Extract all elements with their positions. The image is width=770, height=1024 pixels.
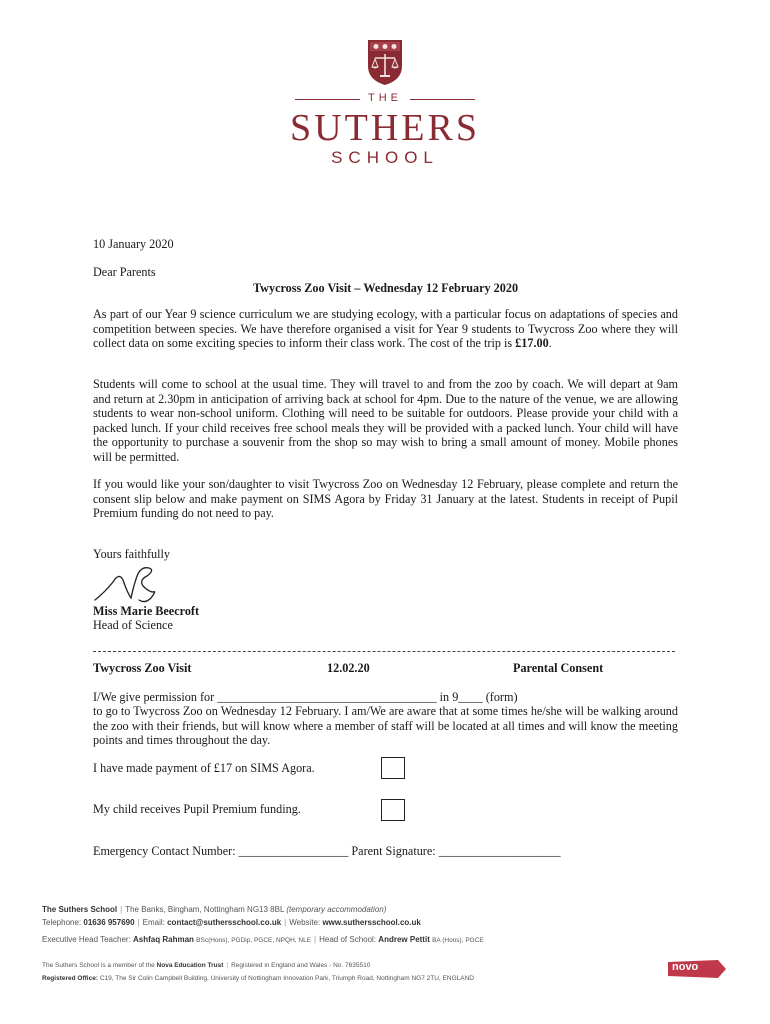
registered-number: Registered in England and Wales - No. 7635510 bbox=[231, 962, 371, 969]
paragraph-1-end: . bbox=[548, 336, 552, 350]
premium-label: My child receives Pupil Premium funding. bbox=[93, 802, 301, 816]
letter-title: Twycross Zoo Visit – Wednesday 12 February 2020 bbox=[252, 281, 519, 295]
exec-name: Ashfaq Rahman bbox=[133, 935, 194, 944]
office-label: Registered Office: bbox=[42, 975, 98, 982]
trip-cost: £17.00 bbox=[515, 336, 549, 350]
signature-image bbox=[93, 562, 163, 604]
email-label: Email: bbox=[142, 918, 165, 927]
telephone-label: Telephone: bbox=[42, 918, 82, 927]
novo-logo-text: novo bbox=[672, 961, 699, 973]
footer-temp: (temporary accommodation) bbox=[286, 905, 387, 914]
logo-name: SUTHERS bbox=[290, 107, 480, 149]
school-logo bbox=[0, 38, 770, 168]
slip-heading-date: 12.02.20 bbox=[327, 661, 370, 675]
slip-heading-title: Twycross Zoo Visit bbox=[93, 661, 192, 675]
footer-trust-line: The Suthers School is a member of the Nova Education Trust | Registered in England and Wales - No. 7635510 bbox=[42, 962, 371, 969]
premium-checkbox[interactable] bbox=[381, 799, 405, 821]
letter-salutation: Dear Parents bbox=[93, 265, 156, 279]
website-label: Website: bbox=[289, 918, 321, 927]
paragraph-2: Students will come to school at the usual time. They will travel to and from the zoo by coach. We will depart at 9am and return at 2.30pm in anticipation of arriving back at school for 4pm. Due to the nature of the venue, we are allowing students to wear non-school uniform. Clothing will need to be suitable for outdoors. Please provide your child with a packed lunch. If your child receives free school meals they will be provided with a packed lunch. Your child will have the opportunity to purchase a souvenir from the shop so may wish to bring a small amount of money. Mobile phones will be permitted. bbox=[93, 377, 678, 464]
footer-office-line bbox=[42, 975, 474, 982]
exec-quals: BSc(Hons), PGDip, PGCE, NPQH, NLE bbox=[196, 937, 312, 944]
paragraph-3: If you would like your son/daughter to visit Twycross Zoo on Wednesday 12 February, please complete and return the consent slip below and make payment on SIMS Agora by Friday 31 January at the latest. Students in receipt of Pupil Premium funding do not need to pay. bbox=[93, 477, 678, 520]
footer-school-name: The Suthers School bbox=[42, 905, 118, 914]
footer-address-line: The Suthers School | The Banks, Bingham, Nottingham NG13 8BL (temporary accommodation) bbox=[42, 905, 387, 914]
logo-school: SCHOOL bbox=[331, 148, 439, 167]
trust-prefix: The Suthers School is a member of the bbox=[42, 962, 155, 969]
telephone-value: 01636 957690 bbox=[83, 918, 135, 927]
office-address: C19, The Sir Colin Campbell Building, University of Nottingham Innovation Park, Triumph Road, Nottingham NG7 2TU, ENGLAND bbox=[99, 975, 474, 982]
consent-body: to go to Twycross Zoo on Wednesday 12 February. I am/We are aware that at some times he/she will be walking around the zoo with their friends, but will know where a member of staff will be located at all times and will know the meeting points and times throughout the day. bbox=[93, 704, 678, 747]
logo-the: THE bbox=[368, 92, 402, 104]
slip-heading-consent: Parental Consent bbox=[513, 661, 604, 675]
email-link[interactable]: contact@suthersschool.co.uk bbox=[167, 918, 282, 927]
payment-label: I have made payment of £17 on SIMS Agora. bbox=[93, 761, 315, 775]
paragraph-1 bbox=[93, 307, 678, 351]
exec-label: Executive Head Teacher: bbox=[42, 935, 131, 944]
crest-scales-icon bbox=[366, 38, 404, 86]
permission-line[interactable]: I/We give permission for ____________________________________ in 9____ (form) bbox=[93, 690, 518, 704]
head-quals: BA (Hons), PGCE bbox=[432, 937, 484, 944]
head-label: Head of School: bbox=[319, 935, 377, 944]
signer-role: Head of Science bbox=[93, 618, 173, 632]
footer-contact-line: Telephone: 01636 957690 | Email: contact@suthersschool.co.uk | Website: www.suthersschool.co.uk bbox=[42, 918, 421, 927]
letter-date: 10 January 2020 bbox=[93, 237, 174, 251]
tear-off-divider bbox=[93, 651, 675, 652]
trust-name: Nova Education Trust bbox=[156, 962, 224, 969]
payment-checkbox[interactable] bbox=[381, 757, 405, 779]
head-name: Andrew Pettit bbox=[378, 935, 430, 944]
website-link[interactable]: www.suthersschool.co.uk bbox=[322, 918, 421, 927]
signer-name: Miss Marie Beecroft bbox=[93, 604, 200, 618]
letter-closing: Yours faithfully bbox=[93, 547, 170, 561]
paragraph-1-text: As part of our Year 9 science curriculum we are studying ecology, with a particular focus on adaptations of species and competition between species. We have therefore organised a visit for Year 9 students to Twycross Zoo where they will collect data on some exciting species to inform their class work. The cost of the trip is bbox=[93, 307, 678, 350]
emergency-signature-line[interactable]: Emergency Contact Number: __________________ Parent Signature: ____________________ bbox=[93, 844, 561, 858]
footer-address: The Banks, Bingham, Nottingham NG13 8BL bbox=[125, 905, 285, 914]
footer-staff-line: Executive Head Teacher: Ashfaq Rahman BSc(Hons), PGDip, PGCE, NPQH, NLE | Head of School: Andrew Pettit BA (Hons), PGCE bbox=[42, 935, 484, 944]
